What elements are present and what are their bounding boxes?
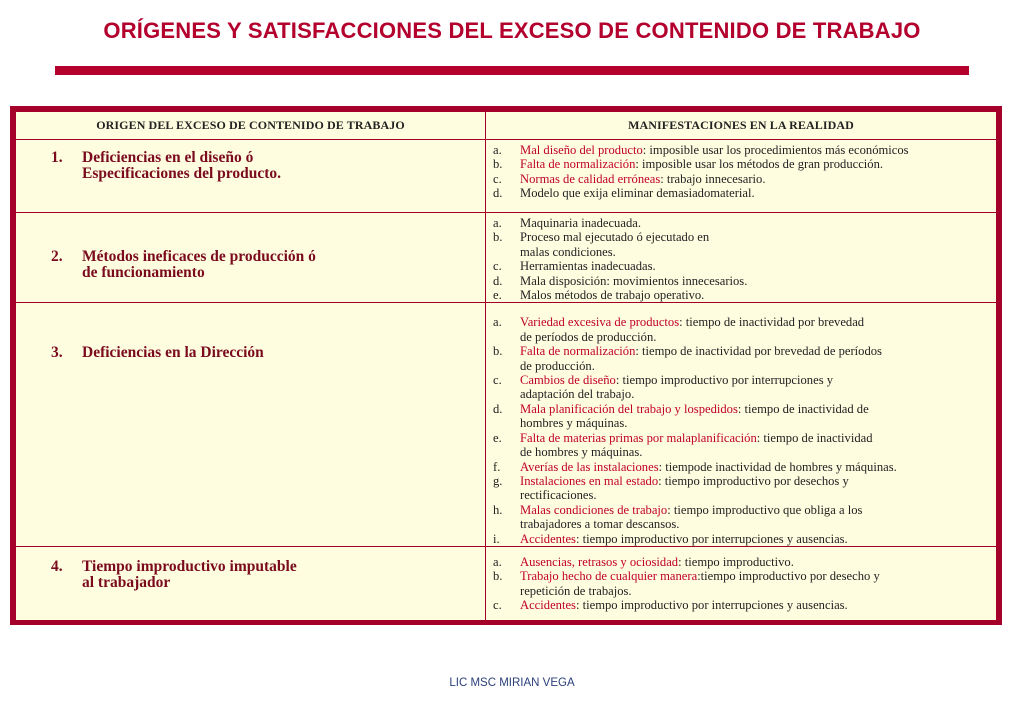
- item-highlight: Mal diseño del producto: [520, 143, 643, 157]
- origin-entry: [16, 547, 485, 591]
- header-manifestations: MANIFESTACIONES EN LA REALIDAD: [486, 112, 997, 140]
- item-continuation: de períodos de producción.: [520, 329, 657, 344]
- item-continuation: de producción.: [520, 358, 595, 373]
- manifestations-list: [486, 213, 996, 302]
- origin-line: Tiempo improductivo imputable: [82, 557, 297, 575]
- item-text: Proceso mal ejecutado ó ejecutado en: [520, 230, 710, 245]
- item-continuation: hombres y máquinas.: [520, 416, 628, 431]
- item-text: :tiempo improductivo por desecho y: [697, 569, 880, 584]
- item-text: Herramientas inadecuadas.: [520, 259, 656, 274]
- origin-number: 1.: [51, 149, 63, 166]
- item-letter: b.: [493, 157, 503, 172]
- table-row: [16, 546, 997, 623]
- item-continuation: malas condiciones.: [520, 244, 616, 259]
- content-table: [10, 106, 1002, 625]
- item-body: [520, 186, 996, 200]
- item-text: : tiempo improductivo por desechos y: [658, 473, 849, 488]
- origin-entry: [16, 140, 485, 182]
- item-highlight: Averías de las instalaciones: [520, 459, 659, 474]
- origin-line: de funcionamiento: [82, 264, 205, 281]
- footer-author: LIC MSC MIRIAN VEGA: [449, 677, 575, 689]
- item-letter: f.: [493, 459, 501, 474]
- origin-entry: [16, 213, 485, 281]
- item-body: [520, 274, 996, 288]
- origin-text: [82, 345, 485, 361]
- manifestations-cell: [486, 140, 997, 213]
- list-item: [486, 172, 996, 186]
- item-text: Modelo que exija eliminar demasiadomaterial.: [520, 186, 755, 201]
- item-text: Mala disposición: movimientos innecesarios.: [520, 273, 748, 288]
- item-text: : tiempo de inactividad de: [737, 401, 869, 416]
- item-body: [520, 230, 996, 259]
- item-letter: c.: [493, 259, 502, 274]
- table-row: [16, 213, 997, 303]
- list-item: [486, 288, 996, 302]
- list-item: [486, 569, 996, 598]
- item-continuation: repetición de trabajos.: [520, 583, 632, 598]
- item-continuation: rectificaciones.: [520, 488, 597, 503]
- item-body: [520, 402, 996, 431]
- table-row: [16, 303, 997, 547]
- item-body: [520, 598, 996, 612]
- origin-text: [82, 249, 485, 281]
- item-highlight: Malas condiciones de trabajo: [520, 502, 668, 517]
- item-body: [520, 143, 996, 157]
- list-item: [486, 315, 996, 344]
- item-body: [520, 569, 996, 598]
- item-continuation: adaptación del trabajo.: [520, 387, 635, 402]
- item-highlight: Accidentes: [520, 531, 576, 546]
- origin-cell: [16, 546, 486, 623]
- item-letter: c.: [493, 373, 502, 388]
- manifestations-cell: [486, 213, 997, 303]
- item-body: [520, 503, 996, 532]
- origin-number: 2.: [51, 248, 63, 265]
- origin-line: al trabajador: [82, 573, 171, 591]
- origin-line: Métodos ineficaces de producción ó: [82, 248, 316, 265]
- item-text: : tiempo de inactividad por brevedad de períodos: [635, 344, 882, 359]
- item-body: [520, 555, 996, 569]
- title-underline: [55, 66, 969, 75]
- item-letter: a.: [493, 554, 502, 569]
- origin-line: Deficiencias en el diseño ó: [82, 149, 254, 166]
- item-body: [520, 532, 996, 546]
- item-letter: c.: [493, 171, 502, 186]
- item-letter: a.: [493, 315, 502, 330]
- item-text: : tiempode inactividad de hombres y máquinas.: [658, 459, 897, 474]
- list-item: [486, 216, 996, 230]
- item-text: : tiempo improductivo por interrupciones y ausencias.: [575, 598, 848, 613]
- origin-number: 4.: [51, 557, 63, 575]
- item-body: [520, 460, 996, 474]
- item-text: : tiempo improductivo por interrupciones y ausencias.: [575, 531, 848, 546]
- origin-cell: [16, 303, 486, 547]
- list-item: [486, 532, 996, 546]
- manifestations-list: [486, 303, 996, 546]
- item-body: [520, 157, 996, 171]
- item-continuation: trabajadores a tomar descansos.: [520, 517, 680, 532]
- item-body: [520, 288, 996, 302]
- item-letter: a.: [493, 216, 502, 230]
- item-highlight: Normas de calidad erróneas: [520, 171, 661, 186]
- item-text: : tiempo de inactividad por brevedad: [679, 315, 865, 330]
- item-continuation: de hombres y máquinas.: [520, 445, 643, 460]
- manifestations-cell: [486, 546, 997, 623]
- table-row: [16, 140, 997, 213]
- item-text: Maquinaria inadecuada.: [520, 216, 641, 230]
- list-item: [486, 344, 996, 373]
- list-item: [486, 259, 996, 273]
- item-highlight: Falta de normalización: [520, 157, 636, 172]
- item-highlight: Falta de materias primas por malaplanificación: [520, 430, 757, 445]
- list-item: [486, 274, 996, 288]
- origin-cell: [16, 140, 486, 213]
- item-letter: h.: [493, 502, 503, 517]
- item-letter: d.: [493, 401, 503, 416]
- item-body: [520, 259, 996, 273]
- list-item: [486, 157, 996, 171]
- origin-line: Deficiencias en la Dirección: [82, 344, 264, 362]
- item-text: : trabajo innecesario.: [660, 171, 766, 186]
- item-body: [520, 172, 996, 186]
- item-letter: b.: [493, 344, 503, 359]
- item-text: : imposible usar los procedimientos más económicos: [642, 143, 909, 157]
- list-item: [486, 186, 996, 200]
- origin-cell: [16, 213, 486, 303]
- item-highlight: Trabajo hecho de cualquier manera: [520, 569, 698, 584]
- manifestations-list: [486, 140, 996, 201]
- page-title: ORÍGENES Y SATISFACCIONES DEL EXCESO DE CONTENIDO DE TRABAJO: [103, 18, 921, 43]
- item-highlight: Cambios de diseño: [520, 373, 616, 388]
- list-item: [486, 598, 996, 612]
- list-item: [486, 474, 996, 503]
- origin-line: Especificaciones del producto.: [82, 165, 282, 182]
- item-highlight: Instalaciones en mal estado: [520, 473, 659, 488]
- item-body: [520, 474, 996, 503]
- item-highlight: Mala planificación del trabajo y lospedidos: [520, 401, 738, 416]
- list-item: [486, 402, 996, 431]
- item-letter: e.: [493, 430, 502, 445]
- item-body: [520, 315, 996, 344]
- item-highlight: Falta de normalización: [520, 344, 636, 359]
- item-text: : tiempo improductivo.: [678, 554, 794, 569]
- list-item: [486, 460, 996, 474]
- item-letter: c.: [493, 598, 502, 613]
- item-letter: g.: [493, 473, 503, 488]
- item-body: [520, 373, 996, 402]
- item-letter: a.: [493, 143, 502, 157]
- list-item: [486, 230, 996, 259]
- manifestations-cell: [486, 303, 997, 547]
- item-body: [520, 216, 996, 230]
- origin-entry: [16, 303, 485, 361]
- origin-number: 3.: [51, 344, 63, 362]
- item-text: : tiempo de inactividad: [756, 430, 873, 445]
- item-body: [520, 344, 996, 373]
- item-highlight: Variedad excesiva de productos: [520, 315, 680, 330]
- item-text: : imposible usar los métodos de gran producción.: [635, 157, 884, 172]
- manifestations-list: [486, 547, 996, 613]
- list-item: [486, 555, 996, 569]
- item-highlight: Accidentes: [520, 598, 576, 613]
- list-item: [486, 431, 996, 460]
- origin-text: [82, 150, 485, 182]
- item-letter: i.: [493, 531, 500, 546]
- item-letter: d.: [493, 186, 503, 201]
- item-text: : tiempo improductivo por interrupciones y: [615, 373, 834, 388]
- item-text: Malos métodos de trabajo operativo.: [520, 288, 705, 303]
- item-body: [520, 431, 996, 460]
- origin-text: [82, 559, 485, 591]
- item-letter: b.: [493, 230, 503, 245]
- item-letter: b.: [493, 569, 503, 584]
- list-item: [486, 143, 996, 157]
- list-item: [486, 373, 996, 402]
- list-item: [486, 503, 996, 532]
- item-highlight: Ausencias, retrasos y ociosidad: [520, 554, 679, 569]
- item-letter: e.: [493, 288, 502, 303]
- header-origin: ORIGEN DEL EXCESO DE CONTENIDO DE TRABAJO: [16, 112, 486, 140]
- item-letter: d.: [493, 273, 503, 288]
- item-text: : tiempo improductivo que obliga a los: [667, 502, 863, 517]
